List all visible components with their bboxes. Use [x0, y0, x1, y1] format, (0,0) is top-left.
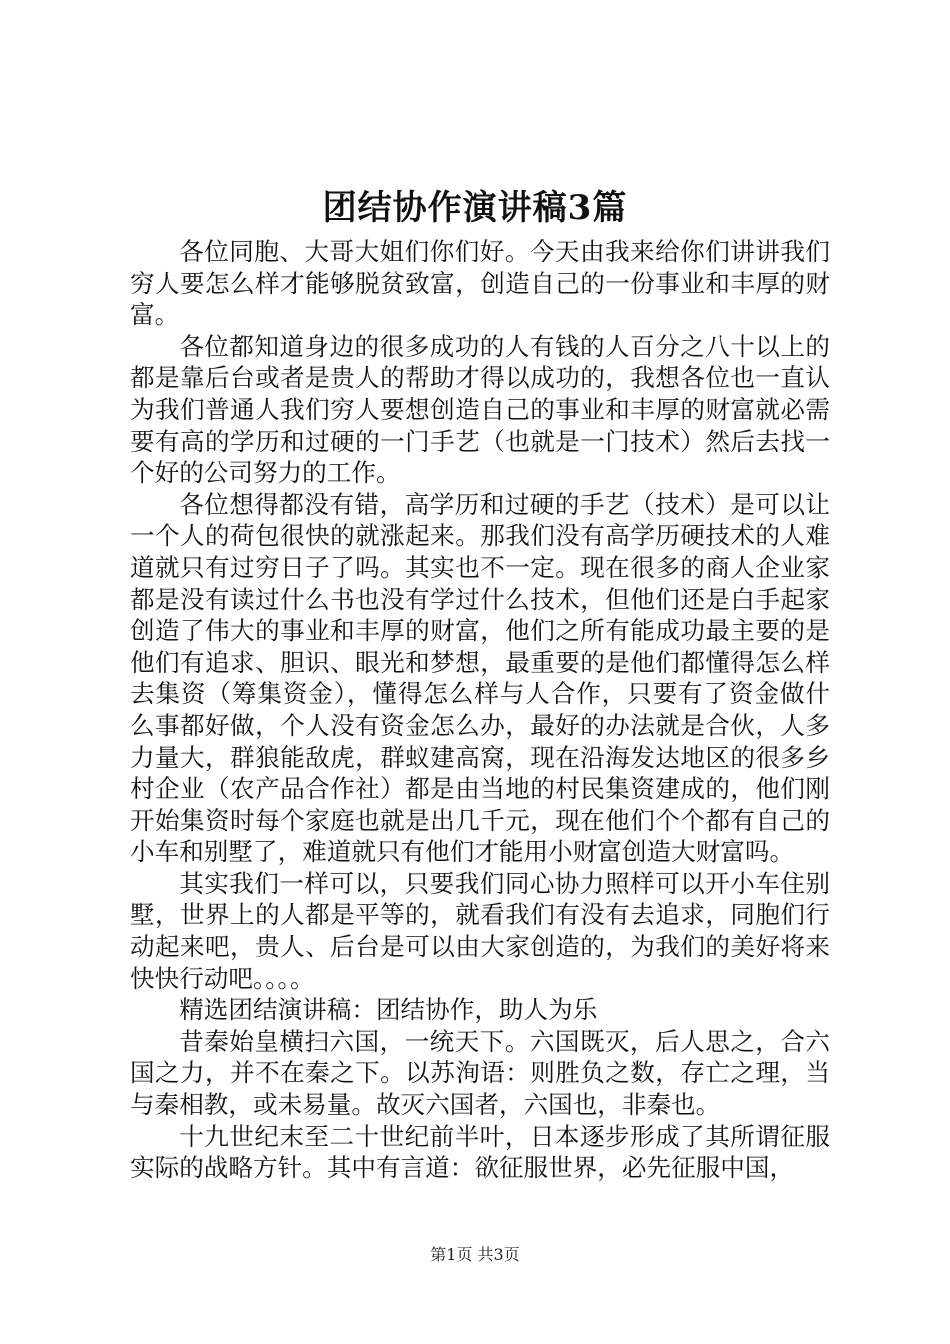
document-title: 团结协作演讲稿3篇: [322, 188, 628, 228]
paragraph: 各位同胞、大哥大姐们你们好。今天由我来给你们讲讲我们穷人要怎么样才能够脱贫致富，创造自己的一份事业和丰厚的财富。: [130, 237, 830, 330]
document-body: [130, 236, 830, 1184]
paragraph: 昔秦始皇横扫六国，一统天下。六国既灭，后人思之，合六国之力，并不在秦之下。以苏洵语：则胜负之数，存亡之理，当与秦相教，或未易量。故灭六国者，六国也，非秦也。: [130, 1026, 830, 1120]
paragraph: 各位想得都没有错，高学历和过硬的手艺（技术）是可以让一个人的荷包很快的就涨起来。那我们没有高学历硬技术的人难道就只有过穷日子了吗。其实也不一定。现在很多的商人企业家都是没有读过什么书也没有学过什么技术，但他们还是白手起家创造了伟大的事业和丰厚的财富，他们之所有能成功最主要的是他们有追求、胆识、眼光和梦想，最重要的是他们都懂得怎么样去集资（筹集资金），懂得怎么样与人合作，只要有了资金做什么事都好做，个人没有资金怎么办，最好的办法就是合伙，人多力量大，群狼能敌虎，群蚁建高窝，现在沿海发达地区的很多乡村企业（农产品合作社）都是由当地的村民集资建成的，他们刚开始集资时每个家庭也就是出几千元，现在他们个个都有自己的小车和别墅了，难道就只有他们才能用小财富创造大财富吗。: [130, 489, 830, 867]
paragraph: 各位都知道身边的很多成功的人有钱的人百分之八十以上的都是靠后台或者是贵人的帮助才得以成功的，我想各位也一直认为我们普通人我们穷人要想创造自己的事业和丰厚的财富就必需要有高的学历和过硬的一门手艺（也就是一门技术）然后去找一个好的公司努力的工作。: [130, 331, 830, 488]
paragraph: 其实我们一样可以，只要我们同心协力照样可以开小车住别墅，世界上的人都是平等的，就看我们有没有去追求，同胞们行动起来吧，贵人、后台是可以由大家创造的，为我们的美好将来快快行动吧。。。。: [130, 868, 830, 993]
paragraph: 十九世纪末至二十世纪前半叶，日本逐步形成了其所谓征服实际的战略方针。其中有言道：欲征服世界，必先征服中国，: [130, 1121, 830, 1183]
section-heading: 精选团结演讲稿：团结协作，助人为乐: [179, 995, 598, 1025]
page-footer: 第1页 共3页: [430, 1245, 520, 1264]
